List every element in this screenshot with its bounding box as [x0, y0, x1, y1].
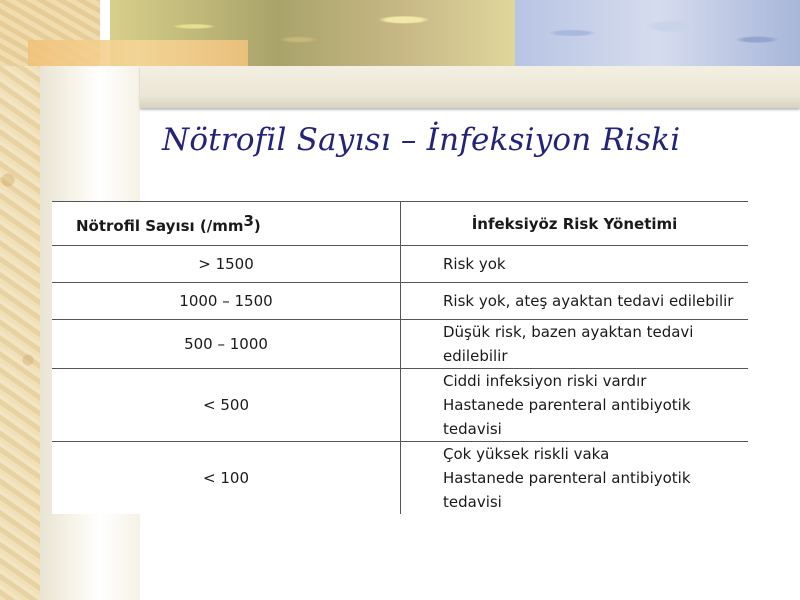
slide-title: Nötrofil Sayısı – İnfeksiyon Riski	[162, 122, 681, 158]
neutrophil-count-cell: < 100	[52, 442, 401, 515]
risk-management-cell: Risk yok	[443, 255, 506, 273]
banner-orange-strip	[28, 40, 248, 66]
table-header-row	[52, 202, 748, 246]
neutrophil-count-cell: 500 – 1000	[52, 320, 401, 369]
header-neutrophil-count: Nötrofil Sayısı $(/mm^3)$	[52, 202, 401, 246]
table-row	[52, 246, 748, 283]
banner-flowers-image	[515, 0, 800, 66]
decorative-banner	[0, 0, 800, 66]
header-risk-management: İnfeksiyöz Risk Yönetimi	[471, 214, 678, 233]
risk-management-cell: Risk yok, ateş ayaktan tedavi edilebilir	[443, 292, 734, 310]
risk-table	[52, 201, 748, 514]
risk-management-cell: Çok yüksek riskli vaka Hastanede parenteral antibiyotik tedavisi	[443, 445, 691, 511]
parchment-border	[0, 0, 40, 600]
neutrophil-count-cell: < 500	[52, 369, 401, 442]
table-row	[52, 283, 748, 320]
neutrophil-count-cell: 1000 – 1500	[52, 283, 401, 320]
header-band	[140, 66, 800, 108]
table-row	[52, 442, 748, 515]
table-row	[52, 320, 748, 369]
risk-management-cell: Ciddi infeksiyon riski vardır Hastanede parenteral antibiyotik tedavisi	[443, 372, 691, 438]
risk-management-cell: Düşük risk, bazen ayaktan tedavi edilebilir	[443, 323, 694, 365]
neutrophil-count-cell: > 1500	[52, 246, 401, 283]
table-row	[52, 369, 748, 442]
